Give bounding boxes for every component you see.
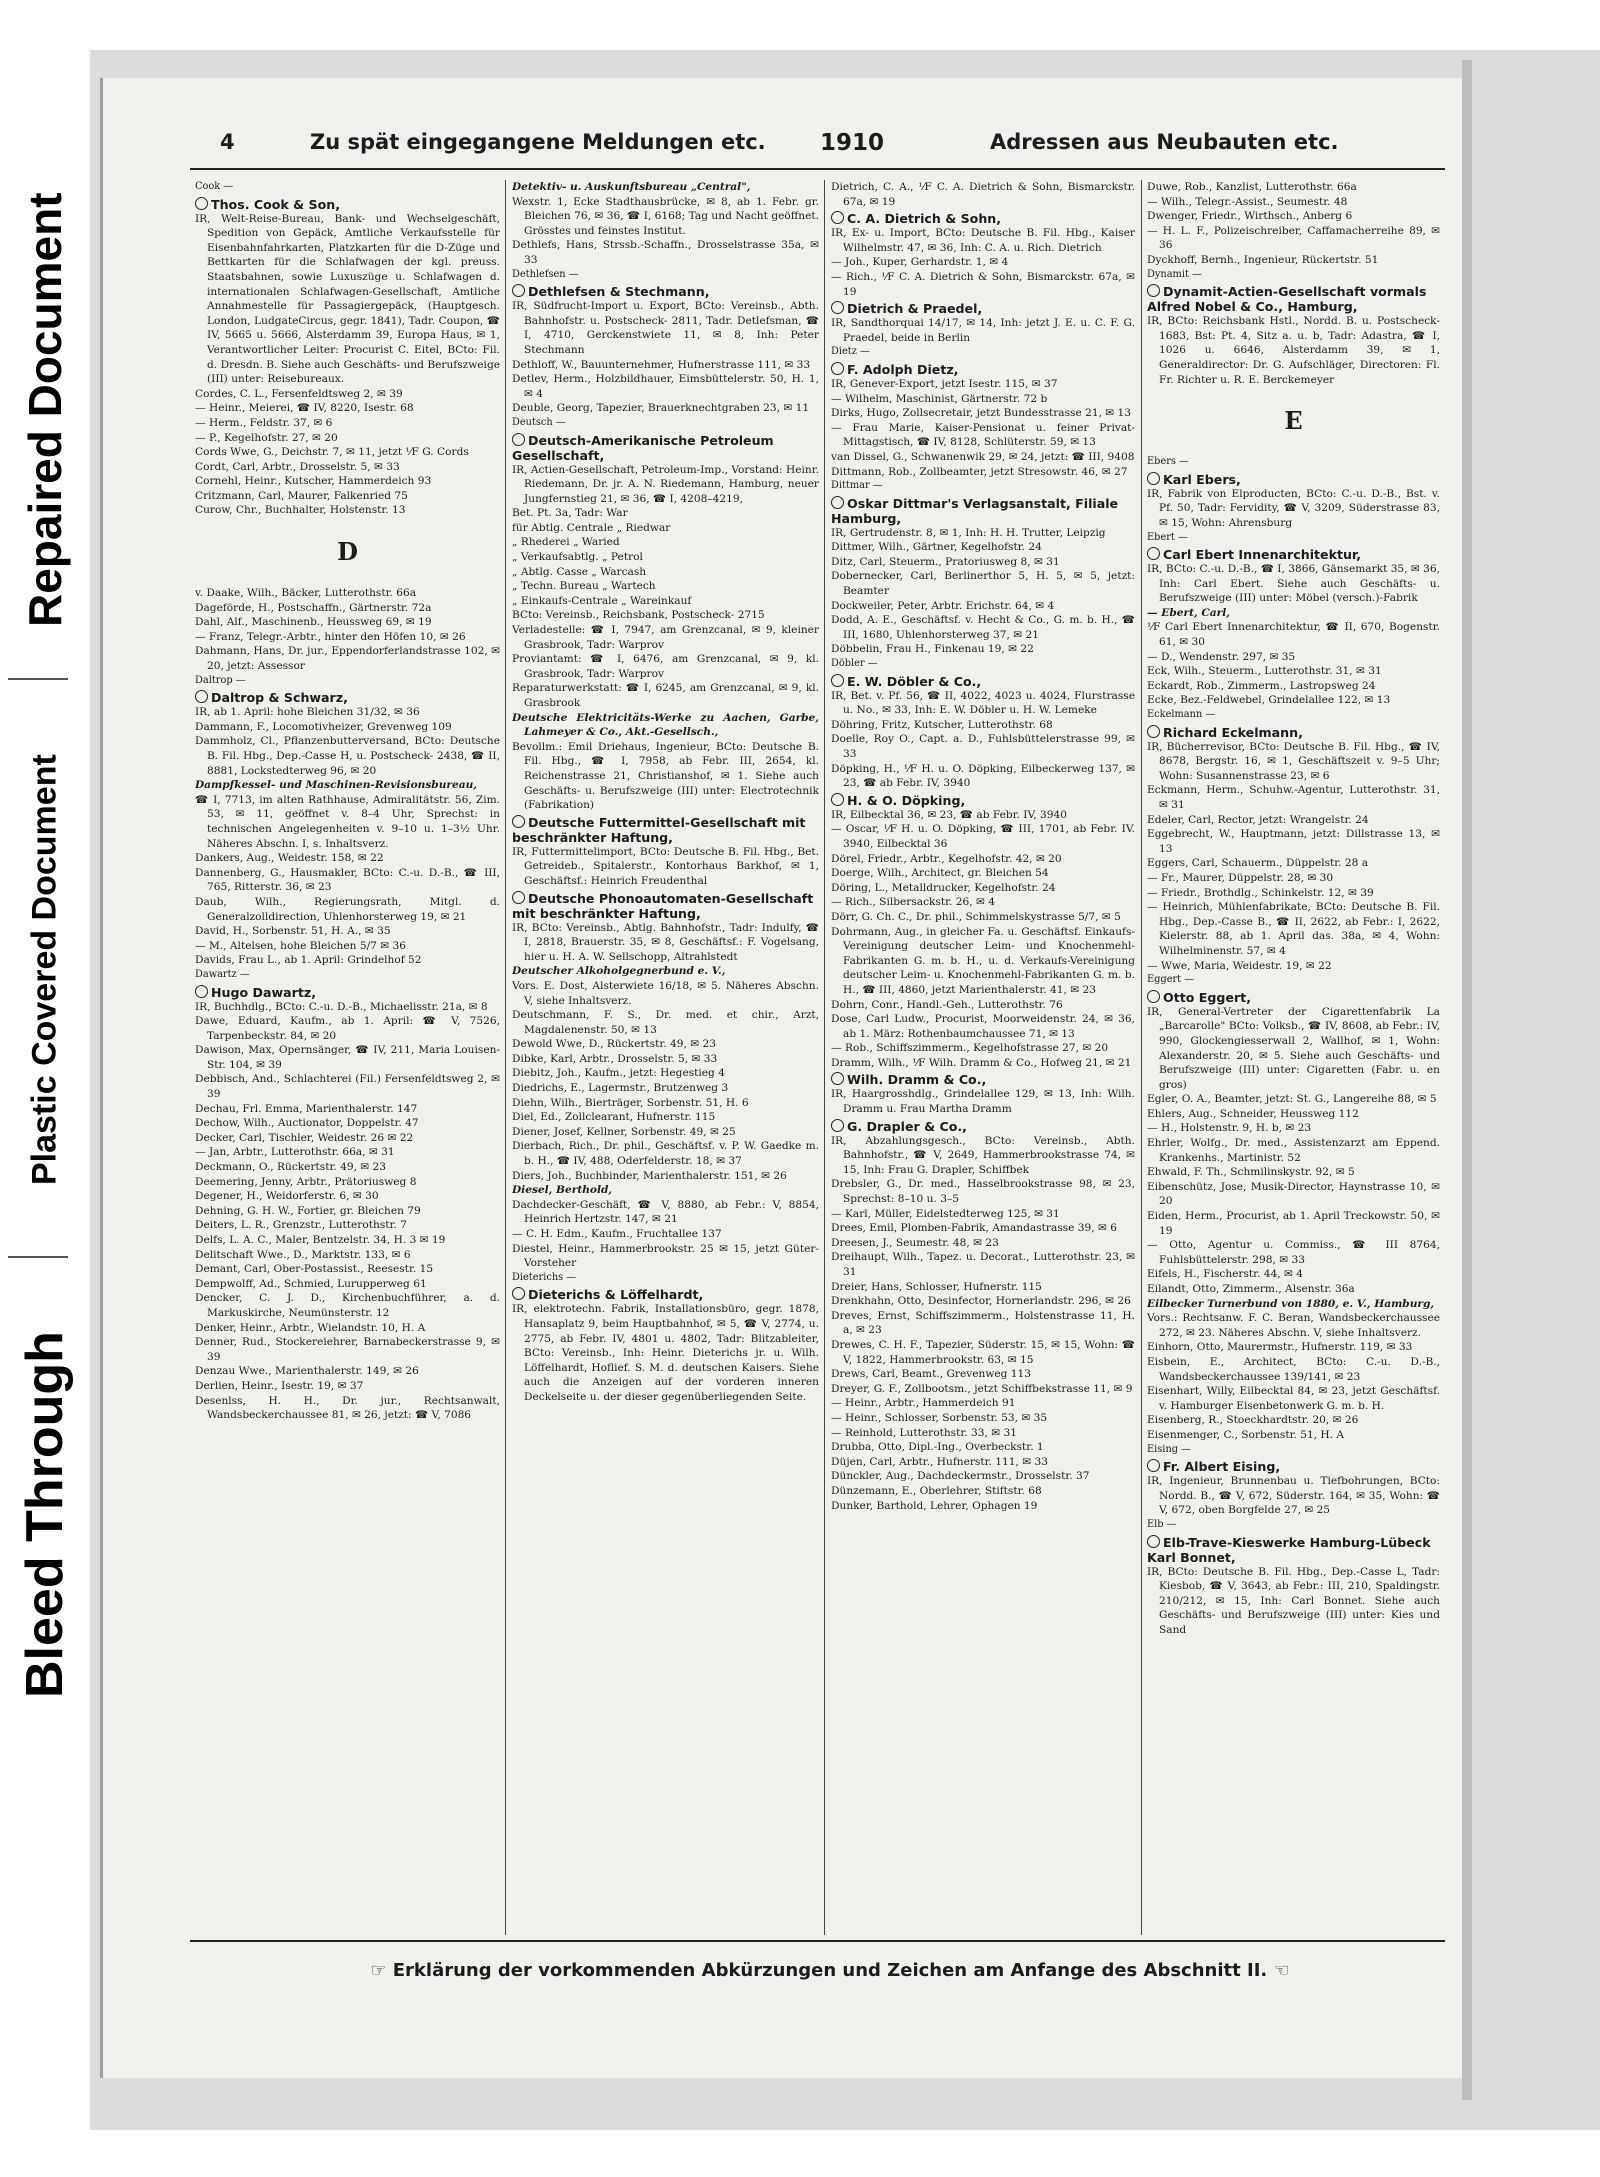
- directory-entry: — Herm., Feldstr. 37, ✉ 6: [195, 416, 333, 429]
- firm-name: C. A. Dietrich & Sohn,: [831, 211, 1135, 226]
- directory-columns: [195, 180, 1440, 1935]
- firm-text: IR, Bet. v. Pf. 56, ☎ II, 4022, 4023 u. 4024, Flurstrasse u. No., ✉ 33, Inh: E. W. Döbler u. H. W. Lemeke: [831, 689, 1135, 717]
- firm-text: ¹⁄F Carl Ebert Innenarchitektur, ☎ II, 670, Bogenstr. 61, ✉ 30: [1147, 621, 1440, 649]
- directory-entry: Demant, Carl, Ober-Postassist., Reesestr. 15: [195, 1263, 434, 1276]
- firm-text: Verladestelle: ☎ I, 7947, am Grenzcanal, ✉ 9, kleiner Grasbrook, Tadr: Warprov: [512, 624, 819, 651]
- directory-entry: Delitschaft Wwe., D., Marktstr. 133, ✉ 6: [195, 1248, 411, 1261]
- directory-entry: Dechau, Frl. Emma, Marienthalerstr. 147: [195, 1102, 418, 1115]
- entry-heading: Dittmar —: [831, 480, 883, 492]
- directory-entry: Cordes, C. L., Fersenfeldtsweg 2, ✉ 39: [195, 387, 403, 400]
- firm-circle-icon: [512, 284, 525, 297]
- side-label-strip: [0, 0, 90, 2177]
- label-divider: [8, 678, 68, 680]
- directory-entry: Eggers, Carl, Schauerm., Düppelstr. 28 a: [1147, 857, 1369, 870]
- firm-circle-icon: [1147, 990, 1160, 1003]
- directory-entry: Drebsler, G., Dr. med., Hasselbrookstrasse 98, ✉ 23, Sprechst: 8–10 u. 3–5: [831, 1178, 1135, 1206]
- directory-entry: Dittmann, Rob., Zollbeamter, jetzt Stresowstr. 46, ✉ 27: [831, 465, 1128, 478]
- firm-name: Eilbecker Turnerbund von 1880, e. V., Hamburg,: [1147, 1297, 1435, 1310]
- directory-entry: — Joh., Kuper, Gerhardstr. 1, ✉ 4: [831, 256, 1009, 269]
- directory-entry: Decker, Carl, Tischler, Weidestr. 26 ✉ 22: [195, 1131, 414, 1144]
- directory-entry: Denzau Wwe., Marienthalerstr. 149, ✉ 26: [195, 1365, 419, 1378]
- column-rule: [1141, 180, 1142, 1935]
- directory-entry: Ehrler, Wolfg., Dr. med., Assistenzarzt am Eppend. Krankenhs., Martinistr. 52: [1147, 1137, 1440, 1164]
- firm-text: IR, Ingenieur, Brunnenbau u. Tiefbohrungen, BCto: Nordd. B., ☎ V, 672, Süderstr. 164, ✉ 35, Wohn: ☎ V, 672, oben Borgfelde 27, ✉ 25: [1147, 1475, 1440, 1517]
- directory-entry: Dreihaupt, Wilh., Tapez. u. Decorat., Lutterothstr. 23, ✉ 31: [831, 1251, 1135, 1278]
- firm-name: Diesel, Berthold,: [512, 1184, 613, 1197]
- directory-entry: Diestel, Heinr., Hammerbrookstr. 25 ✉ 15, jetzt Güter-Vorsteher: [512, 1242, 819, 1270]
- directory-entry: — H., Holstenstr. 9, H. b, ✉ 23: [1147, 1122, 1312, 1135]
- entry-heading: Dieterichs —: [512, 1271, 577, 1283]
- directory-entry: Dahl, Alf., Maschinenb., Heussweg 69, ✉ 19: [195, 616, 432, 629]
- firm-text: Wexstr. 1, Ecke Stadthausbrücke, ✉ 8, ab 1. Febr. gr. Bleichen 76, ✉ 36, ☎ I, 6168; Tag und Nacht geöffnet. Grösstes und feinstes Institut.: [512, 195, 819, 237]
- column-rule: [824, 180, 825, 1935]
- firm-name: E. W. Döbler & Co.,: [831, 674, 1135, 689]
- directory-entry: Diener, Josef, Kellner, Sorbenstr. 49, ✉ 25: [512, 1125, 736, 1138]
- firm-text: IR, Abzahlungsgesch., BCto: Vereinsb., Abth. Bahnhofstr., ☎ V, 2649, Hammerbrookstrasse 74, ✉ 15, Inh: Frau G. Drapler, Schiffbek: [831, 1134, 1135, 1176]
- directory-entry: Ehlers, Aug., Schneider, Heussweg 112: [1147, 1107, 1359, 1120]
- directory-entry: Cornehl, Heinr., Kutscher, Hammerdeich 93: [195, 475, 432, 488]
- directory-entry: Eck, Wilh., Steuerm., Lutterothstr. 31, ✉ 31: [1147, 665, 1382, 678]
- firm-circle-icon: [195, 690, 208, 703]
- page-number: 4: [220, 130, 235, 154]
- firm-text: ☎ I, 7713, im alten Rathhause, Admiralitätstr. 56, Zim. 53, ✉ 11, geöffnet v. 8–4 Uhr, Sprechst: in technischen Angelegenheiten v. 9–10 u. 1–3½ Uhr. Näheres Abschn. I, s. Inhaltsverz.: [195, 793, 500, 850]
- firm-circle-icon: [831, 301, 844, 314]
- firm-text: „ Einkaufs-Centrale „ Wareinkauf: [512, 594, 692, 607]
- firm-circle-icon: [831, 1072, 844, 1085]
- entry-heading: Eggert —: [1147, 974, 1195, 986]
- directory-entry: — C. H. Edm., Kaufm., Fruchtallee 137: [512, 1228, 722, 1240]
- entry-heading: Daltrop —: [195, 674, 246, 686]
- header-year: 1910: [820, 130, 885, 156]
- directory-entry: Dreesen, J., Seumestr. 48, ✉ 23: [831, 1236, 999, 1249]
- directory-entry: Curow, Chr., Buchhalter, Holstenstr. 13: [195, 504, 406, 517]
- firm-text: IR, General-Vertreter der Cigarettenfabrik La „Barcarolle" BCto: Volksb., ☎ IV, 8608, ab Febr.: IV, 990, Glockengiesserwall 2, Wallhof, ✉ 1, Wohn: Alexanderstr. 20, ✉ 5. Siehe auch Geschäfts- und Berufszweige (III) unter: Cigaretten (Fabr. u. en gros): [1147, 1005, 1440, 1091]
- directory-entry: Drees, Emil, Plomben-Fabrik, Amandastrasse 39, ✉ 6: [831, 1222, 1117, 1235]
- directory-entry: Eisenhart, Willy, Eilbecktal 84, ✉ 23, jetzt Geschäftsf. v. Hamburger Eisenbetonwerk G. m. b. H.: [1147, 1385, 1440, 1412]
- directory-entry: Duwe, Rob., Kanzlist, Lutterothstr. 66a: [1147, 181, 1357, 193]
- directory-entry: Drewes, C. H. F., Tapezier, Süderstr. 15, ✉ 15, Wohn: ☎ V, 1822, Hammerbrookstr. 63, ✉ 15: [831, 1338, 1135, 1366]
- entry-heading: Döbler —: [831, 658, 878, 670]
- directory-entry: Dörel, Friedr., Arbtr., Kegelhofstr. 42, ✉ 20: [831, 852, 1062, 865]
- directory-entry: Dierbach, Rich., Dr. phil., Geschäftsf. v. P. W. Gaedke m. b. H., ☎ IV, 488, Oderfelderstr. 18, ✉ 37: [512, 1140, 819, 1168]
- directory-entry: Dethloff, W., Bauunternehmer, Hufnerstrasse 111, ✉ 33: [512, 358, 811, 371]
- pointing-hand-icon: ☜: [1273, 1960, 1290, 1981]
- directory-entry: Deemering, Jenny, Arbtr., Prätoriusweg 8: [195, 1175, 417, 1188]
- directory-entry: — Heinr., Schlosser, Sorbenstr. 53, ✉ 35: [831, 1411, 1048, 1424]
- entry-heading: Dethlefsen —: [512, 268, 579, 280]
- footer-note: [280, 1960, 1380, 1990]
- directory-entry: Dibke, Karl, Arbtr., Drosselstr. 5, ✉ 33: [512, 1052, 718, 1065]
- firm-name: Daltrop & Schwarz,: [195, 690, 500, 705]
- label-plastic-covered-document: Plastic Covered Document: [25, 754, 64, 1186]
- label-divider: [8, 1256, 68, 1258]
- firm-name: Dampfkessel- und Maschinen-Revisionsbureau,: [195, 779, 477, 792]
- header-rule: [190, 168, 1445, 170]
- directory-entry: Daub, Wilh., Regierungsrath, Mitgl. d. Generalzolldirection, Uhlenhorsterweg 19, ✉ 21: [195, 895, 500, 923]
- directory-entry: Dockweiler, Peter, Arbtr. Erichstr. 64, ✉ 4: [831, 599, 1055, 612]
- directory-entry: Eibenschütz, Jose, Musik-Director, Haynstrasse 10, ✉ 20: [1147, 1180, 1440, 1208]
- firm-text: IR, BCto: Deutsche B. Fil. Hbg., Dep.-Casse L, Tadr: Kiesbob, ☎ V, 3643, ab Febr.: III, 210, Spaldingstr. 210/212, ✉ 15, Inh: Carl Bonnet. Siehe auch Geschäfts- und Berufszweige (III) unter: Kies und Sand: [1147, 1565, 1440, 1636]
- firm-circle-icon: [831, 674, 844, 687]
- directory-entry: Dramm, Wilh., ¹⁄F Wilh. Dramm & Co., Hofweg 21, ✉ 21: [831, 1056, 1132, 1069]
- firm-text: „ Techn. Bureau „ Wartech: [512, 580, 656, 593]
- firm-text: IR, Genever-Export, jetzt Isestr. 115, ✉ 37: [831, 377, 1058, 390]
- firm-text: IR, Eilbecktal 36, ✉ 23, ☎ ab Febr. IV, 3940: [831, 808, 1067, 821]
- directory-entry: Ecke, Bez.-Feldwebel, Grindelallee 122, ✉ 13: [1147, 694, 1391, 707]
- firm-name: G. Drapler & Co.,: [831, 1119, 1135, 1134]
- directory-entry: Dannenberg, G., Hausmakler, BCto: C.-u. D.-B., ☎ III, 765, Ritterstr. 36, ✉ 23: [195, 866, 500, 894]
- directory-entry: Dyckhoff, Bernh., Ingenieur, Rückertstr. 51: [1147, 253, 1379, 266]
- firm-text: IR, elektrotechn. Fabrik, Installationsbüro, gegr. 1878, Hansaplatz 9, beim Hauptbahnhof, ✉ 5, ☎ V, 2774, u. 2775, ab Febr. IV, 4801 u. 4802, Tadr: Blitzableiter, BCto: Vereinsb., Inh: Heinr. Dieterichs jr. u. Wilh. Löffelhardt, Hoflief. S. M. d. deutschen Kaisers. Siehe auch die Anzeigen auf der vorderen inneren Deckelseite u. der dieser gegenüberliegenden Seite.: [512, 1303, 819, 1403]
- firm-circle-icon: [831, 1119, 844, 1132]
- page-edge: [1462, 60, 1472, 2100]
- firm-circle-icon: [1147, 1459, 1160, 1472]
- directory-entry: — P., Kegelhofstr. 27, ✉ 20: [195, 431, 338, 444]
- firm-name: Dieterichs & Löffelhardt,: [512, 1287, 819, 1302]
- directory-entry: Dreyer, G. F., Zollbootsm., jetzt Schiffbekstrasse 11, ✉ 9: [831, 1382, 1133, 1395]
- footer-rule: [190, 1940, 1445, 1942]
- firm-name: Hugo Dawartz,: [195, 985, 500, 1000]
- directory-entry: Dunker, Barthold, Lehrer, Ophagen 19: [831, 1499, 1038, 1512]
- directory-entry: Eisenberg, R., Stoeckhardtstr. 20, ✉ 26: [1147, 1414, 1359, 1427]
- directory-entry: Dethlefs, Hans, Strssb.-Schaffn., Drosselstrasse 35a, ✉ 33: [512, 239, 819, 266]
- header-left-title: Zu spät eingegangene Meldungen etc.: [310, 130, 766, 154]
- running-header: [120, 130, 1420, 168]
- firm-text: BCto: Vereinsb., Reichsbank, Postscheck- 2715: [512, 609, 765, 622]
- firm-text: IR, Bücherrevisor, BCto: Deutsche B. Fil. Hbg., ☎ IV, 8678, Bergstr. 16, ✉ 1, Geschäftszeit v. 9–5 Uhr; Wohn: Susannenstrasse 23, ✉ 6: [1147, 740, 1440, 782]
- directory-entry: — Wilh., Telegr.-Assist., Seumestr. 48: [1147, 195, 1348, 208]
- directory-entry: Dawison, Max, Opernsänger, ☎ IV, 211, Maria Louisen-Str. 104, ✉ 39: [195, 1044, 500, 1071]
- directory-entry: — Rich., ¹⁄F C. A. Dietrich & Sohn, Bismarckstr. 67a, ✉ 19: [831, 270, 1135, 298]
- firm-text: Dachdecker-Geschäft, ☎ V, 8880, ab Febr.: V, 8854, Heinrich Hertzstr. 147, ✉ 21: [512, 1198, 819, 1226]
- directory-entry: Dirks, Hugo, Zollsecretair, jetzt Bundesstrasse 21, ✉ 13: [831, 407, 1132, 420]
- directory-entry: Dageförde, H., Postschaffn., Gärtnerstr. 72a: [195, 601, 432, 614]
- firm-text: „ Abtlg. Casse „ Warcash: [512, 565, 647, 578]
- directory-entry: Dohrmann, Aug., in gleicher Fa. u. Geschäftsf. Einkaufs-Vereinigung deutscher Leim- und Knochenmehl-Fabrikanten G. m. b. H., u. d. Verkaufs-Vereinigung deutscher Leim- u. Knochenmehl-Fabrikanten G. m. b. H., ☎ III, 4860, jetzt Marienthalerstr. 41, ✉ 23: [831, 925, 1135, 996]
- firm-circle-icon: [1147, 472, 1160, 485]
- firm-name: Karl Ebers,: [1147, 472, 1440, 487]
- directory-entry: Drenkhahn, Otto, Desinfector, Hornerlandstr. 296, ✉ 26: [831, 1295, 1131, 1308]
- section-letter-e: E: [1284, 406, 1303, 436]
- directory-entry: Dünzemann, E., Oberlehrer, Stiftstr. 68: [831, 1484, 1042, 1497]
- column-rule: [505, 180, 506, 1935]
- firm-circle-icon: [512, 815, 525, 828]
- firm-name: Oskar Dittmar's Verlagsanstalt, Filiale Hamburg,: [831, 495, 1119, 526]
- directory-entry: Eisbein, E., Architect, BCto: C.-u. D.-B., Wandsbeckerchaussee 139/141, ✉ 23: [1147, 1355, 1440, 1383]
- firm-text: IR, BCto: Vereinsb., Abtlg. Bahnhofstr., Tadr: Indulfy, ☎ I, 2818, Brauerstr. 35, ✉ 8, Geschäftsf.: F. Vogelsang, hier u. H. A. W. Sellschopp, Altrahlstedt: [512, 921, 819, 963]
- directory-entry: Dankers, Aug., Weidestr. 158, ✉ 22: [195, 852, 384, 865]
- directory-entry: Diebitz, Joh., Kaufm., jetzt: Hegestieg 4: [512, 1067, 725, 1080]
- directory-entry: Drubba, Otto, Dipl.-Ing., Overbeckstr. 1: [831, 1441, 1044, 1454]
- firm-text: Reparaturwerkstatt: ☎ I, 6245, am Grenzcanal, ✉ 9, kl. Grasbrook: [512, 682, 819, 709]
- directory-entry: — Rich., Silbersackstr. 26, ✉ 4: [831, 896, 995, 909]
- directory-entry: Debbisch, And., Schlachterei (Fil.) Fersenfeldtsweg 2, ✉ 39: [195, 1073, 500, 1101]
- firm-name: Thos. Cook & Son,: [195, 197, 500, 212]
- firm-name: Deutsche Elektricitäts-Werke zu Aachen, Garbe, Lahmeyer & Co., Akt.-Gesellsch.,: [512, 711, 819, 739]
- directory-entry: Dewold Wwe, D., Rückertstr. 49, ✉ 23: [512, 1038, 716, 1051]
- directory-entry: — Heinr., Meierei, ☎ IV, 8220, Isestr. 68: [195, 402, 414, 415]
- firm-text: IR, Futtermittelimport, BCto: Deutsche B. Fil. Hbg., Bet. Getreideb., Spitalerstr., Kontorhaus Barkhof, ✉ 1, Geschäftsf.: Heinrich Freudenthal: [512, 845, 819, 887]
- directory-entry: Dreier, Hans, Schlosser, Hufnerstr. 115: [831, 1280, 1042, 1293]
- firm-circle-icon: [1147, 1535, 1160, 1548]
- directory-entry: Dreves, Ernst, Schiffszimmerm., Holstenstrasse 11, H. a, ✉ 23: [831, 1309, 1135, 1337]
- directory-entry: Detlev, Herm., Holzbildhauer, Eimsbüttelerstr. 50, H. 1, ✉ 4: [512, 373, 819, 400]
- directory-entry: — Reinhold, Lutterothstr. 33, ✉ 31: [831, 1426, 1017, 1439]
- firm-text: IR, Haargrosshdlg., Grindelallee 129, ✉ 13, Inh: Wilh. Dramm u. Frau Martha Dramm: [831, 1088, 1135, 1116]
- directory-entry: — Otto, Agentur u. Commiss., ☎ III 8764, Fuhlsbüttelerstr. 298, ✉ 33: [1147, 1239, 1440, 1266]
- directory-entry: Dechow, Wilh., Auctionator, Doppelstr. 47: [195, 1117, 419, 1130]
- entry-heading: Deutsch —: [512, 416, 566, 428]
- directory-entry: — M., Altelsen, hohe Bleichen 5/7 ✉ 36: [195, 939, 406, 952]
- directory-entry: Eilandt, Otto, Zimmerm., Alsenstr. 36a: [1147, 1283, 1355, 1295]
- directory-entry: Döring, L., Metalldrucker, Kegelhofstr. 24: [831, 881, 1056, 894]
- header-right-title: Adressen aus Neubauten etc.: [990, 130, 1339, 154]
- firm-text: IR, BCto: C.-u. D.-B., ☎ I, 3866, Gänsemarkt 35, ✉ 36, Inh: Carl Ebert. Siehe auch Geschäfts- u. Berufszweige (III) unter: Möbel (versch.)-Fabrik: [1147, 563, 1440, 605]
- firm-circle-icon: [512, 1287, 525, 1300]
- label-repaired-document: Repaired Document: [19, 192, 71, 628]
- firm-name: Wilh. Dramm & Co.,: [831, 1072, 1135, 1087]
- directory-entry: Deiters, L. R., Grenzstr., Lutterothstr. 7: [195, 1219, 407, 1232]
- entry-heading: Eckelmann —: [1147, 709, 1216, 721]
- directory-entry: Degener, H., Weidorferstr. 6, ✉ 30: [195, 1190, 379, 1203]
- directory-entry: David, H., Sorbenstr. 51, H. A., ✉ 35: [195, 925, 391, 938]
- directory-entry: Desenlss, H. H., Dr. jur., Rechtsanwalt, Wandsbeckerchaussee 81, ✉ 26, jetzt: ☎ V, 7086: [195, 1394, 500, 1422]
- directory-entry: Döpking, H., ¹⁄F H. u. O. Döpking, Eilbeckerweg 137, ✉ 23, ☎ ab Febr. IV, 3940: [831, 762, 1135, 790]
- firm-text: Vors.: Rechtsanw. F. C. Beran, Wandsbeckerchaussee 272, ✉ 23. Näheres Abschn. V, siehe Inhaltsverz.: [1147, 1312, 1440, 1339]
- directory-entry: Dohrn, Conr., Handl.-Geh., Lutterothstr. 76: [831, 998, 1063, 1011]
- firm-text: IR, Gertrudenstr. 8, ✉ 1, Inh: H. H. Trutter, Leipzig: [831, 526, 1106, 539]
- directory-entry: — Oscar, ¹⁄F H. u. O. Döpking, ☎ III, 1701, ab Febr. IV. 3940, Eilbecktal 36: [831, 823, 1135, 850]
- directory-entry: Diers, Joh., Buchbinder, Marienthalerstr. 151, ✉ 26: [512, 1169, 787, 1182]
- firm-circle-icon: [831, 362, 844, 375]
- firm-name: Deutsche Phonoautomaten-Gesellschaft mit beschränkter Haftung,: [512, 890, 814, 921]
- directory-entry: — Frau Marie, Kaiser-Pensionat u. feiner Privat-Mittagstisch, ☎ IV, 8128, Schlüterstr. 59, ✉ 13: [831, 421, 1135, 449]
- directory-entry: Denner, Rud., Stockereiehrer, Barnabeckerstrasse 9, ✉ 39: [195, 1336, 500, 1363]
- entry-heading: Eising —: [1147, 1443, 1191, 1455]
- entry-heading: Dynamit —: [1147, 268, 1202, 280]
- firm-text: Proviantamt: ☎ I, 6476, am Grenzcanal, ✉ 9, kl. Grasbrook, Tadr: Warprov: [512, 653, 819, 680]
- firm-circle-icon: [831, 496, 844, 509]
- directory-entry: Dobernecker, Carl, Berlinerthor 5, H. 5, ✉ 5, jetzt: Beamter: [831, 570, 1135, 598]
- firm-circle-icon: [1147, 547, 1160, 560]
- directory-entry: — Fr., Maurer, Düppelstr. 28, ✉ 30: [1147, 871, 1334, 884]
- directory-entry: Dünckler, Aug., Dachdeckermstr., Drosselstr. 37: [831, 1470, 1090, 1483]
- directory-entry: Döhring, Fritz, Kutscher, Lutterothstr. 68: [831, 718, 1053, 731]
- firm-circle-icon: [1147, 284, 1160, 297]
- directory-entry: Delfs, L. A. C., Maler, Bentzelstr. 34, H. 3 ✉ 19: [195, 1234, 446, 1246]
- label-bleed-through: Bleed Through: [16, 1331, 74, 1699]
- firm-circle-icon: [1147, 725, 1160, 738]
- firm-text: IR, Actien-Gesellschaft, Petroleum-Imp., Vorstand: Heinr. Riedemann, Dr. jr. A. N. Riedemann, Hamburg, neuer Jungfernstieg 21, ✉ 36, ☎ I, 4208–4219,: [512, 463, 819, 505]
- firm-name: Deutscher Alkoholgegnerbund e. V.,: [512, 965, 726, 978]
- directory-entry: — Wilhelm, Maschinist, Gärtnerstr. 72 b: [831, 392, 1048, 405]
- firm-circle-icon: [195, 985, 208, 998]
- directory-entry: Critzmann, Carl, Maurer, Falkenried 75: [195, 489, 408, 502]
- firm-name: H. & O. Döpking,: [831, 793, 1135, 808]
- firm-circle-icon: [831, 211, 844, 224]
- firm-text: Bevollm.: Emil Driehaus, Ingenieur, BCto: Deutsche B. Fil. Hbg., ☎ I, 7958, ab Febr. III, 2654, kl. Reichenstrasse 21, Christianshof, ✉ 1. Siehe auch Geschäfts- u. Berufszweige (III) unter: Electrotechnik (Fabrikation): [512, 740, 819, 812]
- firm-name: Deutsche Futtermittel-Gesellschaft mit beschränkter Haftung,: [512, 814, 806, 845]
- directory-entry: v. Daake, Wilh., Bäcker, Lutterothstr. 66a: [195, 587, 417, 600]
- firm-text: IR, Buchhdlg., BCto: C.-u. D.-B., Michaelisstr. 21a, ✉ 8: [195, 1000, 488, 1013]
- directory-entry: Diel, Ed., Zollclearant, Hufnerstr. 115: [512, 1111, 716, 1124]
- column-2: [512, 180, 819, 1935]
- directory-entry: — Franz, Telegr.-Arbtr., hinter den Höfen 10, ✉ 26: [195, 630, 466, 643]
- footer-text: Erklärung der vorkommenden Abkürzungen und Zeichen am Anfange des Abschnitt II.: [392, 1960, 1268, 1981]
- directory-entry: Ehwald, F. Th., Schmilinskystr. 92, ✉ 5: [1147, 1166, 1355, 1179]
- directory-entry: Eifels, H., Fischerstr. 44, ✉ 4: [1147, 1268, 1304, 1281]
- pointing-hand-icon: ☞: [370, 1960, 393, 1981]
- directory-entry: Dietrich, C. A., ¹⁄F C. A. Dietrich & Sohn, Bismarckstr. 67a, ✉ 19: [831, 181, 1135, 208]
- directory-entry: — Heinrich, Mühlenfabrikate, BCto: Deutsche B. Fil. Hbg., Dep.-Casse B., ☎ II, 2622, ab Febr.: I, 2622, Kielerstr. 88, ab 1. April das. 38a, ✉ 4, Wohn: Wilhelminenstr. 57, ✉ 4: [1147, 901, 1440, 957]
- directory-entry: Deuble, Georg, Tapezier, Brauerknechtgraben 23, ✉ 11: [512, 402, 810, 415]
- entry-heading: Ebers —: [1147, 456, 1189, 468]
- directory-entry: Edeler, Carl, Rector, jetzt: Wrangelstr. 24: [1147, 813, 1369, 826]
- directory-entry: Denker, Heinr., Arbtr., Wielandstr. 10, H. A: [195, 1321, 426, 1334]
- directory-entry: Dammann, F., Locomotivheizer, Grevenweg 109: [195, 720, 452, 733]
- firm-text: IR, BCto: Reichsbank Hstl., Nordd. B. u. Postscheck-1683, Bst: Pt. 4, Sitz a. u. b, Tadr: Adastra, ☎ I, 1026 u. 6646, Alsterdamm 39, ✉ 1, Generaldirector: Dr. G. Aufschläger, Directoren: Fl. Fr. Richter u. R. E. Berckemeyer: [1147, 315, 1440, 386]
- directory-entry: Eckmann, Herm., Schuhw.-Agentur, Lutterothstr. 31, ✉ 31: [1147, 784, 1440, 811]
- directory-entry: Derlien, Heinr., Isestr. 19, ✉ 37: [195, 1379, 364, 1392]
- directory-entry: Davids, Frau L., ab 1. April: Grindelhof 52: [195, 954, 422, 967]
- directory-entry: van Dissel, G., Schwanenwik 29, ✉ 24, jetzt: ☎ III, 9408: [831, 450, 1135, 463]
- directory-entry: — D., Wendenstr. 297, ✉ 35: [1147, 650, 1296, 663]
- entry-heading: Cook —: [195, 181, 234, 192]
- directory-entry: Cords Wwe, G., Deichstr. 7, ✉ 11, jetzt ¹⁄F G. Cords: [195, 446, 469, 459]
- directory-entry: Dencker, C. J. D., Kirchenbuchführer, a. d. Markuskirche, Neumünsterstr. 12: [195, 1292, 500, 1319]
- firm-circle-icon: [512, 433, 525, 446]
- firm-text: IR, Ex- u. Import, BCto: Deutsche B. Fil. Hbg., Kaiser Wilhelmstr. 47, ✉ 36, Inh: C. A. u. Rich. Dietrich: [831, 227, 1135, 254]
- firm-circle-icon: [831, 793, 844, 806]
- firm-text: IR, Südfrucht-Import u. Export, BCto: Vereinsb., Abth. Bahnhofstr. u. Postscheck- 2811, Tadr. Detlefsman, ☎ I, 4710, Gerckenstwiete 11, ✉ 8, Inh: Peter Stechmann: [512, 300, 819, 356]
- directory-entry: Eiden, Herm., Procurist, ab 1. April Treckowstr. 50, ✉ 19: [1147, 1210, 1440, 1237]
- directory-entry: Eckardt, Rob., Zimmerm., Lastropsweg 24: [1147, 679, 1376, 692]
- column-1: [195, 180, 500, 1935]
- firm-name: Richard Eckelmann,: [1147, 725, 1440, 740]
- directory-entry: Cordt, Carl, Arbtr., Drosselstr. 5, ✉ 33: [195, 460, 400, 473]
- entry-heading: Dietz —: [831, 346, 870, 358]
- entry-heading: Ebert —: [1147, 531, 1188, 543]
- firm-name: Dietrich & Praedel,: [831, 301, 1135, 316]
- directory-entry: Dawe, Eduard, Kaufm., ab 1. April: ☎ V, 7526, Tarpenbeckstr. 84, ✉ 20: [195, 1015, 500, 1042]
- firm-name: — Ebert, Carl,: [1147, 606, 1230, 619]
- directory-entry: Dehning, G. H. W., Fortier, gr. Bleichen 79: [195, 1204, 421, 1217]
- firm-name: Dynamit-Actien-Gesellschaft vormals Alfred Nobel & Co., Hamburg,: [1147, 284, 1427, 315]
- firm-name: Carl Ebert Innenarchitektur,: [1147, 547, 1440, 562]
- directory-entry: Dempwolff, Ad., Schmied, Lurupperweg 61: [195, 1277, 427, 1290]
- firm-text: IR, ab 1. April: hohe Bleichen 31/32, ✉ 36: [195, 706, 420, 719]
- directory-entry: Drews, Carl, Beamt., Grevenweg 113: [831, 1368, 1032, 1381]
- column-4: [1147, 180, 1440, 1935]
- directory-entry: Egler, O. A., Beamter, jetzt: St. G., Langereihe 88, ✉ 5: [1147, 1093, 1437, 1106]
- directory-entry: — Heinr., Arbtr., Hammerdeich 91: [831, 1397, 1016, 1410]
- firm-text: „ Rhederei „ Waried: [512, 536, 620, 549]
- directory-entry: Einhorn, Otto, Maurermstr., Hufnerstr. 119, ✉ 33: [1147, 1341, 1413, 1354]
- directory-entry: — Rob., Schiffszimmerm., Kegelhofstrasse 27, ✉ 20: [831, 1042, 1109, 1055]
- column-3: [831, 180, 1135, 1935]
- firm-text: Vors. E. Dost, Alsterwiete 16/18, ✉ 5. Näheres Abschn. V, siehe Inhaltsverz.: [512, 979, 819, 1007]
- directory-entry: Dodd, A. E., Geschäftsf. v. Hecht & Co., G. m. b. H., ☎ III, 1680, Uhlenhorsterweg 37, ✉ 21: [831, 614, 1135, 641]
- directory-entry: Eisenmenger, C., Sorbenstr. 51, H. A: [1147, 1428, 1345, 1441]
- firm-name: Elb-Trave-Kieswerke Hamburg-Lübeck Karl Bonnet,: [1147, 1534, 1431, 1565]
- directory-entry: — Karl, Müller, Eidelstedterweg 125, ✉ 31: [831, 1207, 1060, 1220]
- directory-entry: Ditz, Carl, Steuerm., Pratoriusweg 8, ✉ 31: [831, 555, 1060, 568]
- firm-circle-icon: [512, 891, 525, 904]
- firm-name: Otto Eggert,: [1147, 990, 1440, 1005]
- firm-name: Deutsch-Amerikanische Petroleum Gesellschaft,: [512, 432, 774, 463]
- entry-heading: Dawartz —: [195, 968, 250, 980]
- firm-name: F. Adolph Dietz,: [831, 362, 1135, 377]
- directory-entry: Doerge, Wilh., Architect, gr. Bleichen 54: [831, 867, 1049, 880]
- firm-text: Bet. Pt. 3a, Tadr: War: [512, 507, 628, 520]
- directory-entry: Deutschmann, F. S., Dr. med. et chir., Arzt, Magdalenenstr. 50, ✉ 13: [512, 1009, 819, 1036]
- directory-entry: Döbbelin, Frau H., Finkenau 19, ✉ 22: [831, 643, 1034, 656]
- directory-entry: — Jan, Arbtr., Lutterothstr. 66a, ✉ 31: [195, 1146, 395, 1159]
- directory-entry: Düjen, Carl, Arbtr., Hufnerstr. 111, ✉ 33: [831, 1455, 1048, 1468]
- directory-entry: Dörr, G. Ch. C., Dr. phil., Schimmelskystrasse 5/7, ✉ 5: [831, 910, 1121, 923]
- directory-entry: Dittmer, Wilh., Gärtner, Kegelhofstr. 24: [831, 541, 1042, 554]
- directory-entry: Eggebrecht, W., Hauptmann, jetzt: Dillstrasse 13, ✉ 13: [1147, 828, 1440, 855]
- firm-circle-icon: [195, 197, 208, 210]
- entry-heading: Elb —: [1147, 1518, 1177, 1530]
- directory-entry: — Friedr., Brothdlg., Schinkelstr. 12, ✉ 39: [1147, 886, 1374, 899]
- firm-text: IR, Welt-Reise-Bureau, Bank- und Wechselgeschäft, Spedition von Gepäck, Amtliche Verkaufsstelle für Eisenbahnfahrkarten, Platzkarten für die D-Züge und Bettkarten für die Schlafwagen der kgl. preuss. Staatsbahnen, sowie Luxuszüge u. Schlafwagen d. internationalen Schlafwagen-Gesellschaft, Amtliche Annahmestelle für Passagiergepäck, (Hauptgesch. London, LudgateCircus, gegr. 1841), Tadr. Coupon, ☎ IV, 5665 u. 5666, Alsterdamm 39, Europa Haus, ✉ 1, Verantwortlicher Leiter: Procurist C. Eitel, BCto: Fil. d. Dresdn. B. Siehe auch Geschäfts- und Berufszweige (III) unter: Reisebureaux.: [195, 212, 500, 386]
- directory-entry: Doelle, Roy O., Capt. a. D., Fuhlsbüttelerstrasse 99, ✉ 33: [831, 733, 1135, 760]
- firm-text: IR, Fabrik von Elproducten, BCto: C.-u. D.-B., Bst. v. Pf. 50, Tadr: Fervidity, ☎ V, 3209, Süderstrasse 83, ✉ 15, Wohn: Ahrensburg: [1147, 487, 1440, 529]
- directory-entry: Dammholz, Cl., Pflanzenbutterversand, BCto: Deutsche B. Fil. Hbg., Dep.-Casse H, u. Postscheck- 2438, ☎ II, 8881, Lockstedterweg 96, ✉ 20: [195, 735, 500, 777]
- directory-entry: Deckmann, O., Rückertstr. 49, ✉ 23: [195, 1161, 387, 1174]
- firm-text: IR, Sandthorquai 14/17, ✉ 14, Inh: jetzt J. E. u. C. F. G. Praedel, beide in Berlin: [831, 317, 1135, 344]
- firm-text: für Abtlg. Centrale „ Riedwar: [512, 521, 671, 534]
- directory-entry: — H. L. F., Polizeischreiber, Caffamacherreihe 89, ✉ 36: [1147, 224, 1440, 252]
- firm-text: „ Verkaufsabtlg. „ Petrol: [512, 551, 643, 564]
- section-letter-d: D: [337, 537, 358, 567]
- directory-entry: Dose, Carl Ludw., Procurist, Moorweidenstr. 24, ✉ 36, ab 1. März: Rothenbaumchaussee 71, ✉ 13: [831, 1013, 1135, 1040]
- directory-entry: Dahmann, Hans, Dr. jur., Eppendorferlandstrasse 102, ✉ 20, jetzt: Assessor: [195, 645, 500, 673]
- directory-entry: Dwenger, Friedr., Wirthsch., Anberg 6: [1147, 210, 1353, 223]
- directory-entry: Diedrichs, E., Lagermstr., Brutzenweg 3: [512, 1082, 729, 1095]
- directory-entry: Diehn, Wilh., Bierträger, Sorbenstr. 51, H. 6: [512, 1096, 749, 1109]
- directory-entry: — Wwe, Maria, Weidestr. 19, ✉ 22: [1147, 959, 1332, 972]
- firm-name: Dethlefsen & Stechmann,: [512, 284, 819, 299]
- firm-name: Detektiv- u. Auskunftsbureau „Central",: [512, 181, 751, 193]
- firm-name: Fr. Albert Eising,: [1147, 1459, 1440, 1474]
